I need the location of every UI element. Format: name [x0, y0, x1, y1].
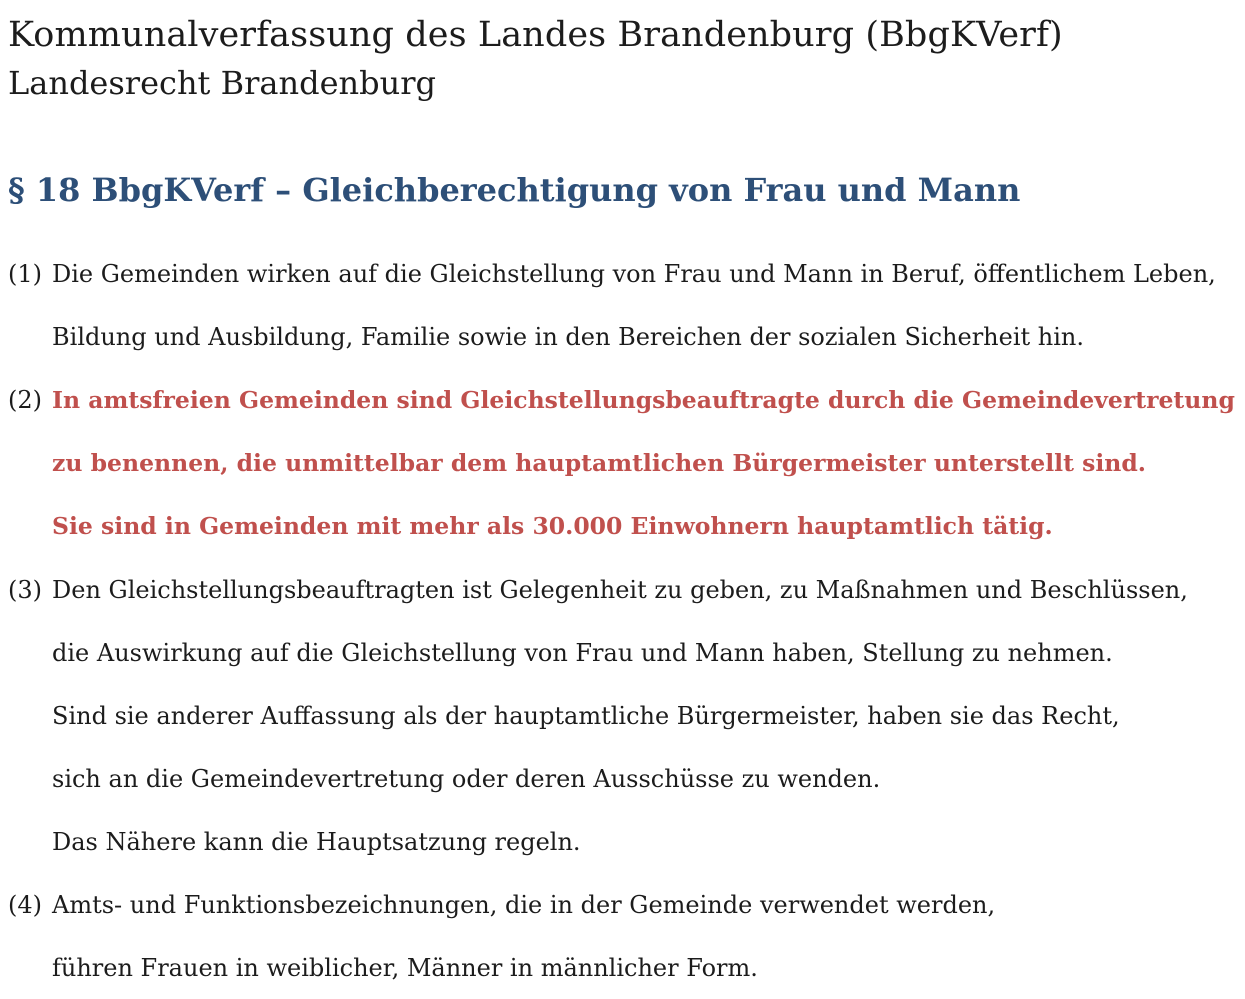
paragraph-number: (4): [8, 891, 42, 919]
paragraph-line: führen Frauen in weiblicher, Männer in männlicher Form.: [52, 954, 758, 982]
document-title: Kommunalverfassung des Landes Brandenburg (BbgKVerf): [8, 15, 1063, 55]
paragraph-line: Sind sie anderer Auffassung als der hauptamtliche Bürgermeister, haben sie das Recht,: [52, 702, 1120, 730]
paragraph-line: Amts- und Funktionsbezeichnungen, die in der Gemeinde verwendet werden,: [52, 891, 996, 919]
paragraph-number: (2): [8, 386, 42, 414]
paragraph-line: die Auswirkung auf die Gleichstellung von Frau und Mann haben, Stellung zu nehmen.: [52, 639, 1113, 667]
highlighted-line: In amtsfreien Gemeinden sind Gleichstellungsbeauftragte durch die Gemeindevertretung: [52, 386, 1235, 414]
section-heading: § 18 BbgKVerf – Gleichberechtigung von Frau und Mann: [8, 171, 1021, 209]
paragraph-line: Die Gemeinden wirken auf die Gleichstellung von Frau und Mann in Beruf, öffentlichem Leben,: [52, 260, 1216, 288]
paragraph-line: Bildung und Ausbildung, Familie sowie in den Bereichen der sozialen Sicherheit hin.: [52, 323, 1084, 351]
document-subtitle: Landesrecht Brandenburg: [8, 64, 436, 102]
highlighted-line: zu benennen, die unmittelbar dem hauptamtlichen Bürgermeister unterstellt sind.: [52, 449, 1146, 477]
paragraph-line: Den Gleichstellungsbeauftragten ist Gelegenheit zu geben, zu Maßnahmen und Beschlüssen,: [52, 576, 1188, 604]
paragraph-number: (1): [8, 260, 42, 288]
paragraph-number: (3): [8, 576, 42, 604]
paragraph-line: sich an die Gemeindevertretung oder deren Ausschüsse zu wenden.: [52, 765, 881, 793]
highlighted-line: Sie sind in Gemeinden mit mehr als 30.000 Einwohnern hauptamtlich tätig.: [52, 512, 1053, 540]
paragraph-line: Das Nähere kann die Hauptsatzung regeln.: [52, 828, 581, 856]
